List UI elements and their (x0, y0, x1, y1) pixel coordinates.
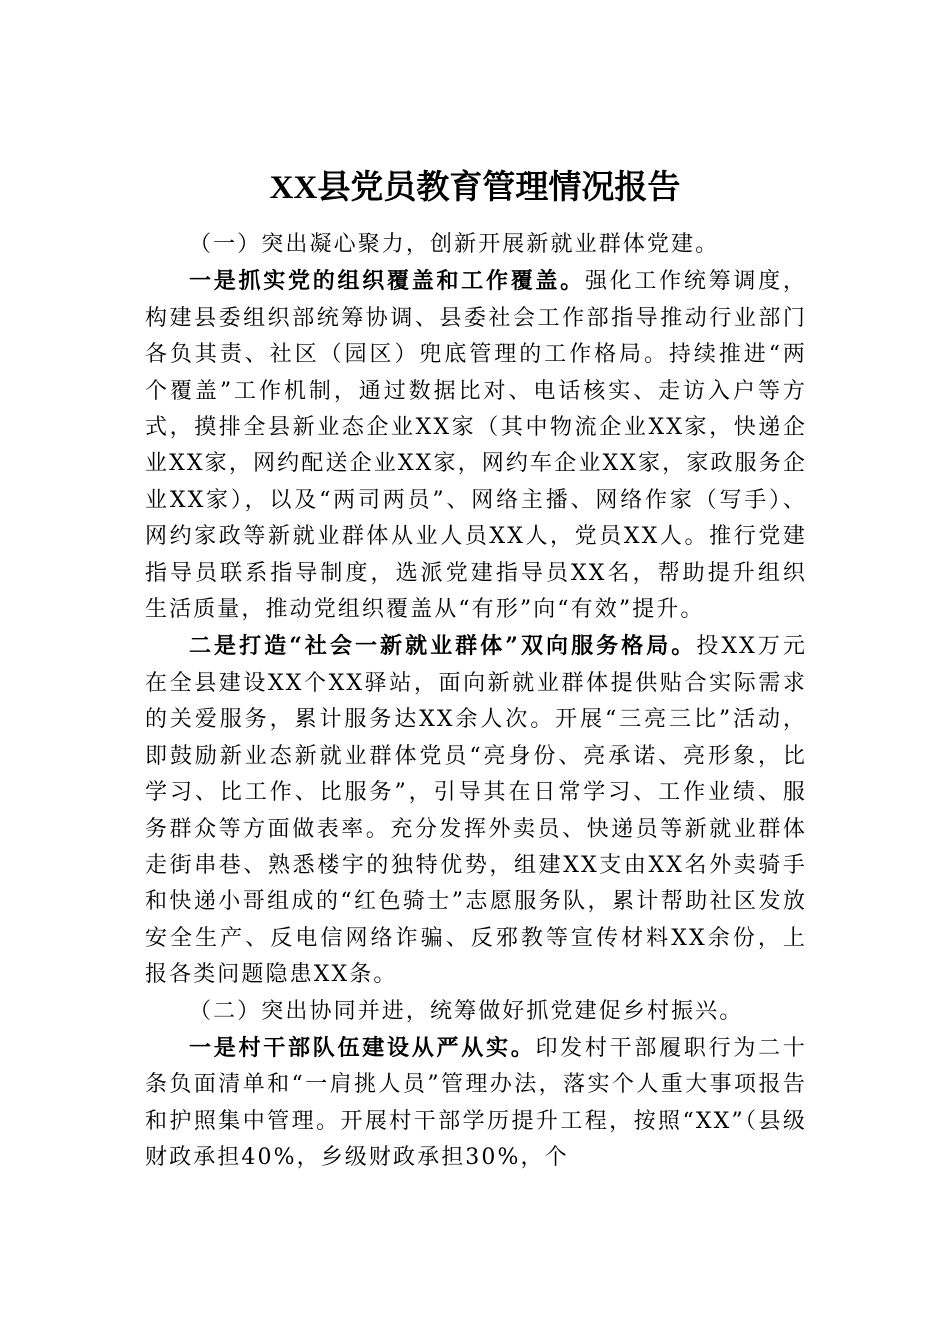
document-body (145, 227, 807, 1177)
section-heading: （二）突出协同并进，统筹做好抓党建促乡村振兴。 (189, 998, 744, 1024)
paragraph-lead: 一是抓实党的组织覆盖和工作覆盖。 (189, 268, 585, 295)
paragraph-lead: 二是打造“社会一新就业群体”双向服务格局。 (189, 633, 697, 660)
document-title: XX县党员教育管理情况报告 (269, 170, 681, 206)
paragraph-text: 投XX万元在全县建设XX个XX驿站，面向新就业群体提供贴合实际需求的关爱服务，累计服务达XX余人次。开展“三亮三比”活动，即鼓励新业态新就业群体党员“亮身份、亮承诺、亮形象，比学习、比工作、比服务”，引导其在日常学习、工作业绩、服务群众等方面做表率。充分发挥外卖员、快递员等新就业群体走街串巷、熟悉楼宇的独特优势，组建XX支由XX名外卖骑手和快递小哥组成的“红色骑士”志愿服务队，累计帮助社区发放安全生产、反电信网络诈骗、反邪教等宣传材料XX余份，上报各类问题隐患XX条。 (145, 634, 807, 988)
paragraph (145, 628, 807, 993)
paragraph (145, 263, 807, 628)
paragraph (145, 1030, 807, 1177)
section-heading: （一）突出凝心聚力，创新开展新就业群体党建。 (189, 232, 720, 257)
paragraph-lead: 一是村干部队伍建设从严从实。 (189, 1034, 536, 1061)
paragraph-text: 强化工作统筹调度，构建县委组织部统筹协调、县委社会工作部指导推动行业部门各负其责、社区（园区）兜底管理的工作格局。持续推进“两个覆盖”工作机制，通过数据比对、电话核实、走访入户等方式，摸排全县新业态企业XX家（其中物流企业XX家，快递企业XX家，网约配送企业XX家，网约车企业XX家，家政服务企业XX家），以及“两司两员”、网络主播、网络作家（写手）、网约家政等新就业群体从业人员XX人，党员XX人。推行党建指导员联系指导制度，选派党建指导员XX名，帮助提升组织生活质量，推动党组织覆盖从“有形”向“有效”提升。 (145, 269, 807, 623)
paragraph-text: 印发村干部履职行为二十条负面清单和“一肩挑人员”管理办法，落实个人重大事项报告和护照集中管理。开展村干部学历提升工程，按照“XX”（县级财政承担40%，乡级财政承担30%，个 (145, 1035, 807, 1171)
